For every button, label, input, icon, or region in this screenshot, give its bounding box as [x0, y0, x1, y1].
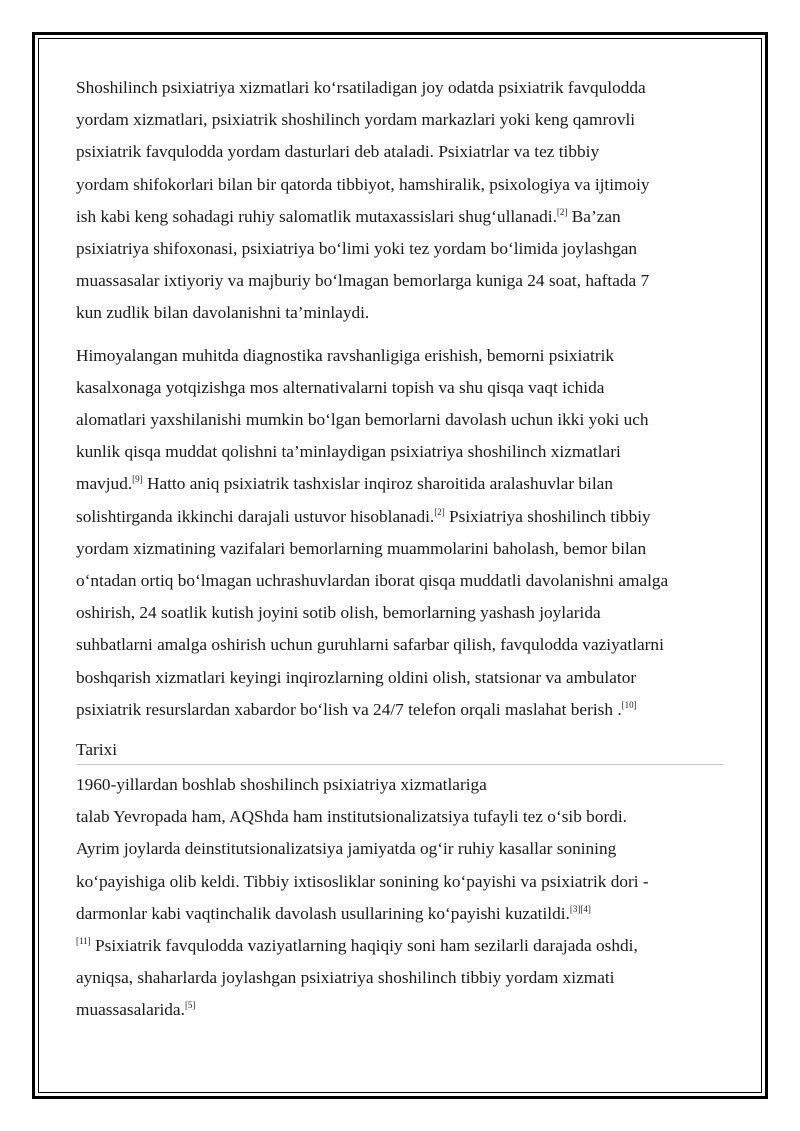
text-line [76, 533, 724, 565]
text-line [76, 597, 724, 629]
paragraph-2 [76, 340, 724, 726]
text-run: kun zudlik bilan davolanishni ta’minlaydi. [76, 303, 370, 323]
text-run: ish kabi keng sohadagi ruhiy salomatlik mutaxassislari shug‘ullanadi. [76, 206, 557, 226]
citation-link[interactable]: [2] [556, 206, 568, 217]
text-run: darmonlar kabi vaqtinchalik davolash usullarining ko‘payishi kuzatildi. [76, 903, 570, 923]
citation-link[interactable]: [2] [434, 506, 445, 517]
document-body [76, 72, 724, 1037]
text-line [76, 169, 724, 201]
citation-link[interactable]: [5] [184, 1000, 196, 1011]
text-run: Shoshilinch psixiatriya xizmatlari ko‘rsatiladigan joy odatda psixiatrik favqulodda [76, 78, 646, 97]
text-run: psixiatrik favqulodda yordam dasturlari deb ataladi. Psixiatrlar va tez tibbiy [76, 142, 600, 162]
text-line [76, 769, 724, 801]
text-run: Ba’zan [567, 206, 621, 226]
text-run: muassasalarida. [76, 1000, 185, 1020]
text-run: Himoyalangan muhitda diagnostika ravshanligiga erishish, bemorni psixiatrik [76, 345, 615, 365]
text-line [76, 629, 724, 661]
text-run: kasalxonaga yotqizishga mos alternativalarni topish va shu qisqa vaqt ichida [76, 377, 605, 397]
text-run: muassasalar ixtiyoriy va majburiy bo‘lmagan bemorlarga kuniga 24 soat, haftada 7 [76, 271, 650, 291]
citation-link[interactable]: [9] [132, 474, 143, 485]
text-line [76, 136, 724, 168]
text-run: kunlik qisqa muddat qolishni ta’minlaydigan psixiatriya shoshilinch xizmatlari [76, 442, 621, 462]
text-run: mavjud. [76, 474, 133, 494]
text-run: yordam shifokorlari bilan bir qatorda tibbiyot, hamshiralik, psixologiya va ijtimoiy [76, 174, 650, 194]
text-line [76, 233, 724, 265]
text-line [76, 866, 724, 898]
paragraph-group [76, 72, 724, 726]
text-line [76, 404, 724, 436]
text-run: Psixiatriya shoshilinch tibbiy [444, 506, 651, 526]
text-line [76, 501, 724, 533]
text-run: Psixiatrik favqulodda vaziyatlarning haqiqiy soni ham sezilarli darajada oshdi, [90, 936, 638, 956]
text-run: talab Yevropada ham, AQShda ham institutsionalizatsiya tufayli tez o‘sib bordi. [76, 807, 627, 827]
section-heading: Tarixi [76, 736, 724, 765]
text-line [76, 930, 724, 962]
text-line [76, 994, 724, 1026]
section-paragraph [76, 769, 724, 1027]
citation-link[interactable]: [10] [621, 699, 637, 710]
text-line [76, 898, 724, 930]
text-run: solishtirganda ikkinchi darajali ustuvor hisoblanadi. [76, 506, 435, 526]
text-run: psixiatriya shifoxonasi, psixiatriya bo‘limi yoki tez yordam bo‘limida joylashgan [76, 239, 638, 259]
text-line [76, 297, 724, 329]
text-run: yordam xizmatining vazifalari bemorlarning muammolarini baholash, bemor bilan [76, 538, 647, 558]
text-line [76, 72, 724, 104]
text-line [76, 833, 724, 865]
text-run: boshqarish xizmatlari keyingi inqirozlarning oldini olish, statsionar va ambulator [76, 667, 637, 687]
text-run: o‘ntadan ortiq bo‘lmagan uchrashuvlardan iborat qisqa muddatli davolanishni amalga [76, 571, 669, 591]
text-line [76, 201, 724, 233]
citation-link[interactable]: [11] [76, 936, 91, 947]
paragraph-1 [76, 72, 724, 330]
text-run: yordam xizmatlari, psixiatrik shoshilinch yordam markazlari yoki keng qamrovli [76, 110, 636, 130]
text-run: suhbatlarni amalga oshirish uchun guruhlarni safarbar qilish, favqulodda vaziyatlarni [76, 635, 664, 655]
text-run: alomatlari yaxshilanishi mumkin bo‘lgan bemorlarni davolash uchun ikki yoki uch [76, 410, 649, 430]
text-run: Ayrim joylarda deinstitutsionalizatsiya jamiyatda og‘ir ruhiy kasallar sonining [76, 839, 617, 859]
text-line [76, 694, 724, 726]
text-line [76, 565, 724, 597]
text-run: ko‘payishiga olib keldi. Tibbiy ixtisosliklar sonining ko‘payishi va psixiatrik dori - [76, 871, 649, 891]
text-run: Hatto aniq psixiatrik tashxislar inqiroz sharoitida aralashuvlar bilan [142, 474, 613, 494]
text-line [76, 265, 724, 297]
text-run: ayniqsa, shaharlarda joylashgan psixiatriya shoshilinch tibbiy yordam xizmati [76, 968, 615, 988]
text-line [76, 801, 724, 833]
section-paragraph-group [76, 769, 724, 1027]
text-line [76, 436, 724, 468]
text-line [76, 468, 724, 500]
text-line [76, 962, 724, 994]
text-line [76, 340, 724, 372]
text-line [76, 662, 724, 694]
text-run: psixiatrik resurslardan xabardor bo‘lish va 24/7 telefon orqali maslahat berish . [76, 699, 622, 719]
text-line [76, 104, 724, 136]
citation-link[interactable]: [3][4] [569, 903, 591, 914]
text-run: oshirish, 24 soatlik kutish joyini sotib olish, bemorlarning yashash joylarida [76, 603, 601, 623]
text-line [76, 372, 724, 404]
text-run: 1960-yillardan boshlab shoshilinch psixiatriya xizmatlariga [76, 775, 487, 795]
